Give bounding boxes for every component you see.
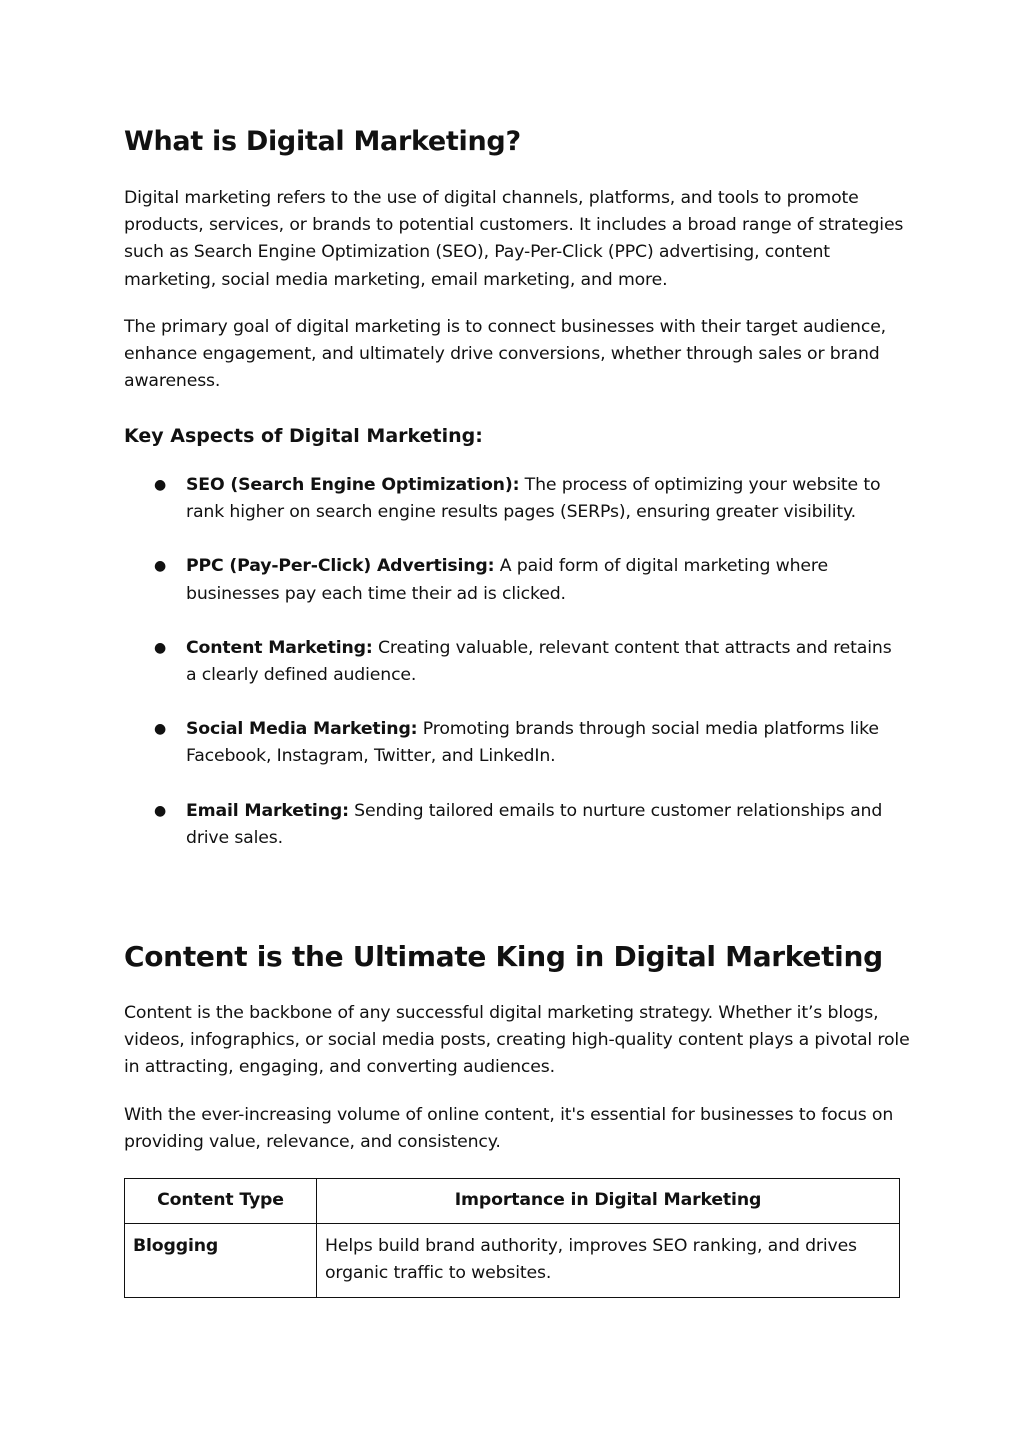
aspect-term: PPC (Pay-Per-Click) Advertising: (186, 556, 495, 577)
table-row (125, 1224, 900, 1298)
list-item-seo (124, 472, 900, 526)
intro-paragraph: Digital marketing refers to the use of digital channels, platforms, and tools to promote products, services, or brands to potential customers. It includes a broad range of strategies such as Search Engine Optimization (SEO), Pay-Per-Click (PPC) advertising, content marketing, social media marketing, email marketing, and more. (124, 188, 904, 290)
goal-paragraph: The primary goal of digital marketing is to connect businesses with their target audience, enhance engagement, and ultimately drive conversions, whether through sales or brand awareness. (124, 317, 887, 392)
aspect-description: The process of optimizing your website to rank higher on search engine results pages (SERPs), ensuring greater visibility. (186, 475, 881, 523)
list-item-ppc (124, 553, 900, 607)
content-backbone-paragraph: Content is the backbone of any successful digital marketing strategy. Whether it’s blogs, videos, infographics, or social media posts, creating high-quality content plays a pivotal role in attracting, engaging, and converting audiences. (124, 1003, 910, 1078)
list-item-social-media-marketing (124, 716, 900, 770)
aspect-term: Content Marketing: (186, 637, 373, 658)
aspect-term: Social Media Marketing: (186, 719, 418, 740)
aspect-term: SEO (Search Engine Optimization): (186, 475, 520, 495)
aspect-description: Creating valuable, relevant content that attracts and retains a clearly defined audience. (186, 637, 892, 686)
column-header-content-type: Content Type (125, 1179, 317, 1224)
bullet-icon: ● (154, 802, 167, 819)
list-item-content-marketing (124, 635, 900, 689)
table-cell-content-type: Blogging (125, 1224, 317, 1298)
bullet-icon: ● (154, 477, 167, 493)
section-title-content-king: Content is the Ultimate King in Digital Marketing (124, 940, 883, 973)
list-item-email-marketing (124, 798, 900, 852)
column-header-importance: Importance in Digital Marketing (317, 1179, 900, 1224)
table-header-row (125, 1179, 900, 1224)
aspect-description: Promoting brands through social media platforms like Facebook, Instagram, Twitter, and LinkedIn. (186, 719, 879, 767)
bullet-icon: ● (154, 721, 167, 738)
table-cell-importance: Helps build brand authority, improves SEO ranking, and drives organic traffic to websites. (317, 1224, 900, 1298)
bullet-icon: ● (154, 558, 167, 575)
key-aspects-heading: Key Aspects of Digital Marketing: (124, 425, 483, 447)
section-title-digital-marketing: What is Digital Marketing? (124, 126, 521, 157)
aspect-description: A paid form of digital marketing where businesses pay each time their ad is clicked. (186, 556, 828, 604)
content-type-table (124, 1178, 900, 1298)
content-value-paragraph: With the ever-increasing volume of online content, it's essential for businesses to focus on providing value, relevance, and consistency. (124, 1105, 894, 1153)
key-aspects-list (124, 472, 900, 879)
bullet-icon: ● (154, 639, 167, 656)
aspect-term: Email Marketing: (186, 800, 349, 821)
aspect-description: Sending tailored emails to nurture customer relationships and drive sales. (186, 800, 883, 848)
